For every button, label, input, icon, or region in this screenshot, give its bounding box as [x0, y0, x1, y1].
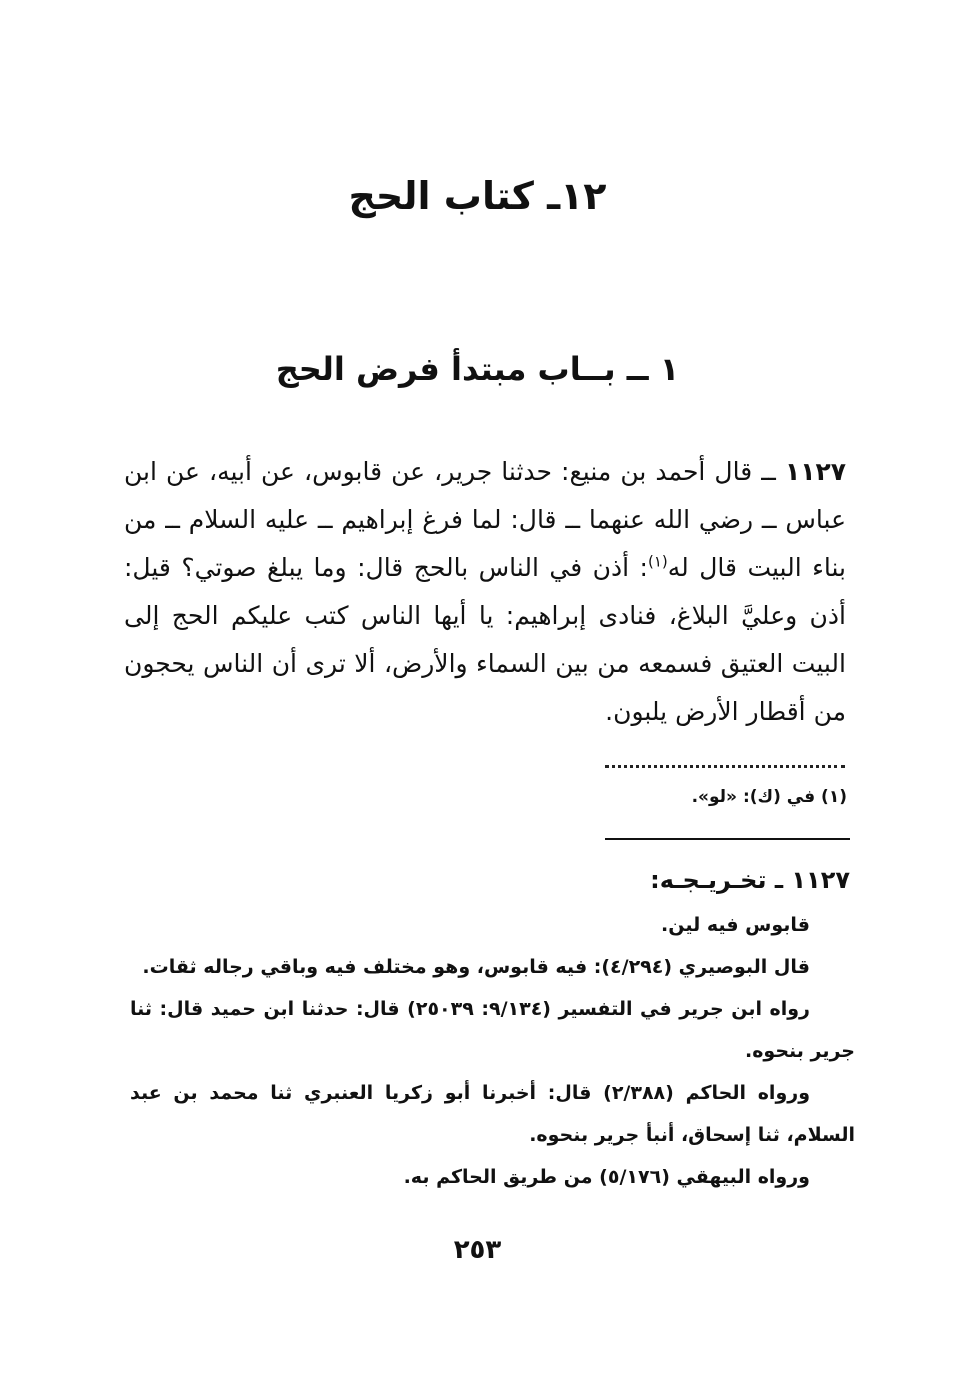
footnote: (١) في (ك): «لو».: [691, 787, 847, 807]
hadith-text: [124, 448, 846, 736]
footnote-reference: (١): [647, 552, 668, 571]
hadith-text-part-2: : أذن في الناس بالحج قال: وما يبلغ صوتي؟ قيل: أذن وعليَّ البلاغ، فنادى إبراهيم: يا أيها الناس كتب عليكم الحج إلى البيت العتيق فسمعه من بين السماء والأرض، ألا ترى أن الناس يحجون من أقطار الأرض يلبون.: [124, 553, 846, 726]
takhrij-paragraph: رواه ابن جرير في التفسير (٩/١٣٤: ٢٥٠٣٩) قال: حدثنا ابن حميد قال: ثنا جرير بنحوه.: [130, 998, 855, 1062]
takhrij-heading: ١١٢٧ ـ تخـريـجـه:: [650, 866, 850, 894]
takhrij-separator-rule: [605, 838, 850, 840]
page-number: ٢٥٣: [453, 1235, 502, 1265]
takhrij-paragraph: قال البوصيري (٤/٢٩٤): فيه قابوس، وهو مختلف فيه وباقي رجاله ثقات.: [142, 956, 810, 978]
takhrij-body: [130, 904, 855, 1198]
hadith-text-part-1: ــ قال أحمد بن منيع: حدثنا جرير، عن قابوس، عن أبيه، عن ابن عباس ــ رضي الله عنهما ــ قال: لما فرغ إبراهيم ــ عليه السلام ــ من بناء البيت قال له: [124, 457, 846, 582]
book-title: ١٢ـ كتاب الحج: [348, 174, 607, 218]
footnote-dotted-separator: [605, 755, 845, 768]
takhrij-paragraph: ورواه البيهقي (٥/١٧٦) من طريق الحاكم به.: [403, 1166, 810, 1188]
takhrij-paragraph: ورواه الحاكم (٢/٣٨٨) قال: أخبرنا أبو زكريا العنبري ثنا محمد بن عبد السلام، ثنا إسحاق، أنبأ جرير بنحوه.: [130, 1082, 855, 1146]
hadith-number: ١١٢٧: [784, 457, 846, 486]
chapter-title: ١ ــ بــاب مبتدأ فرض الحج: [275, 350, 680, 388]
takhrij-paragraph: قابوس فيه لين.: [661, 914, 810, 936]
